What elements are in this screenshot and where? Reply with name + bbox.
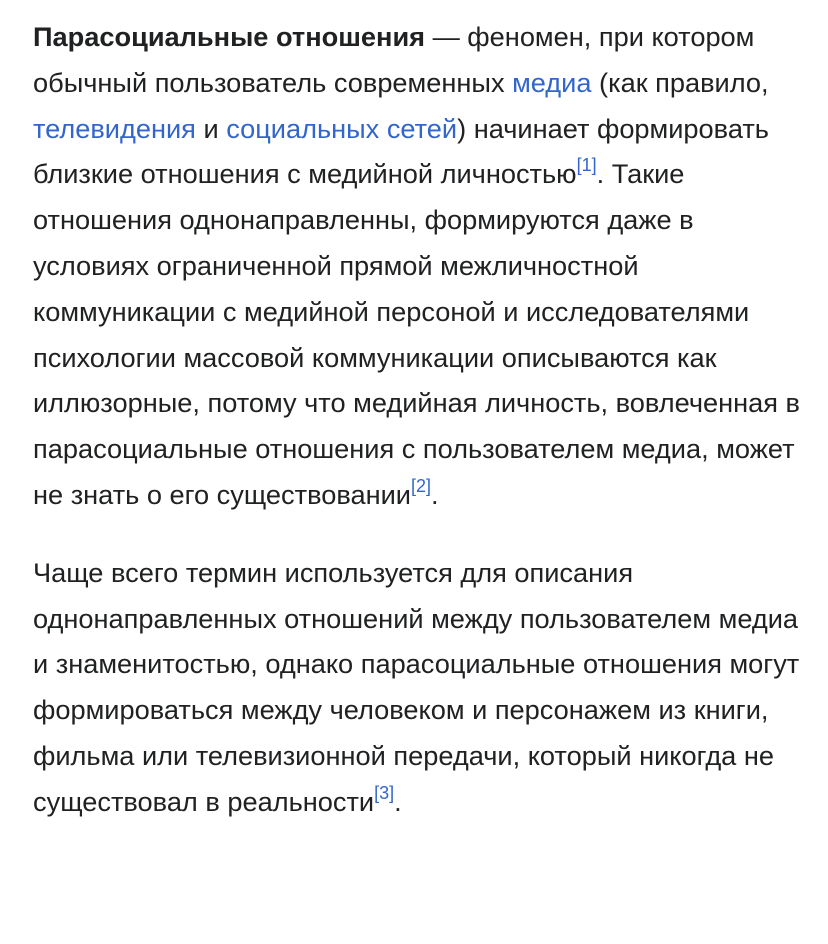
paragraph-intro bbox=[33, 14, 813, 518]
paragraph-text: Чаще всего термин используется для описания однонаправленных отношений между пользователем медиа и знаменитостью, однако парасоциальные отношения могут формироваться между человеком и персонажем из книги, фильма или телевизионной передачи, который никогда не существовал в реальности bbox=[33, 556, 800, 817]
reference-link-1[interactable]: [1] bbox=[576, 155, 597, 176]
paragraph-usage bbox=[33, 550, 813, 825]
paragraph-text: ) начинает формировать близкие отношения с медийной личностью bbox=[33, 112, 769, 190]
paragraph-text: . bbox=[394, 785, 402, 817]
link-television[interactable]: телевидения bbox=[33, 112, 196, 144]
paragraph-text: . Такие отношения однонаправленны, формируются даже в условиях ограниченной прямой межличностной коммуникации с медийной персоной и исследователями психологии массовой коммуникации описываются как иллюзорные, потому что медийная личность, вовлеченная в парасоциальные отношения с пользователем медиа, может не знать о его существовании bbox=[33, 158, 800, 510]
link-social-networks[interactable]: социальных сетей bbox=[226, 112, 458, 144]
paragraph-text: и bbox=[195, 112, 227, 144]
article-body bbox=[33, 14, 813, 825]
link-media[interactable]: медиа bbox=[512, 66, 592, 98]
reference-link-3[interactable]: [3] bbox=[374, 782, 395, 803]
reference-link-2[interactable]: [2] bbox=[410, 475, 431, 496]
paragraph-text: . bbox=[431, 478, 439, 510]
paragraph-text: (как правило, bbox=[591, 66, 769, 98]
paragraph-text: — феномен, при котором обычный пользователь современных bbox=[33, 21, 755, 98]
article-term: Парасоциальные отношения bbox=[33, 21, 426, 52]
